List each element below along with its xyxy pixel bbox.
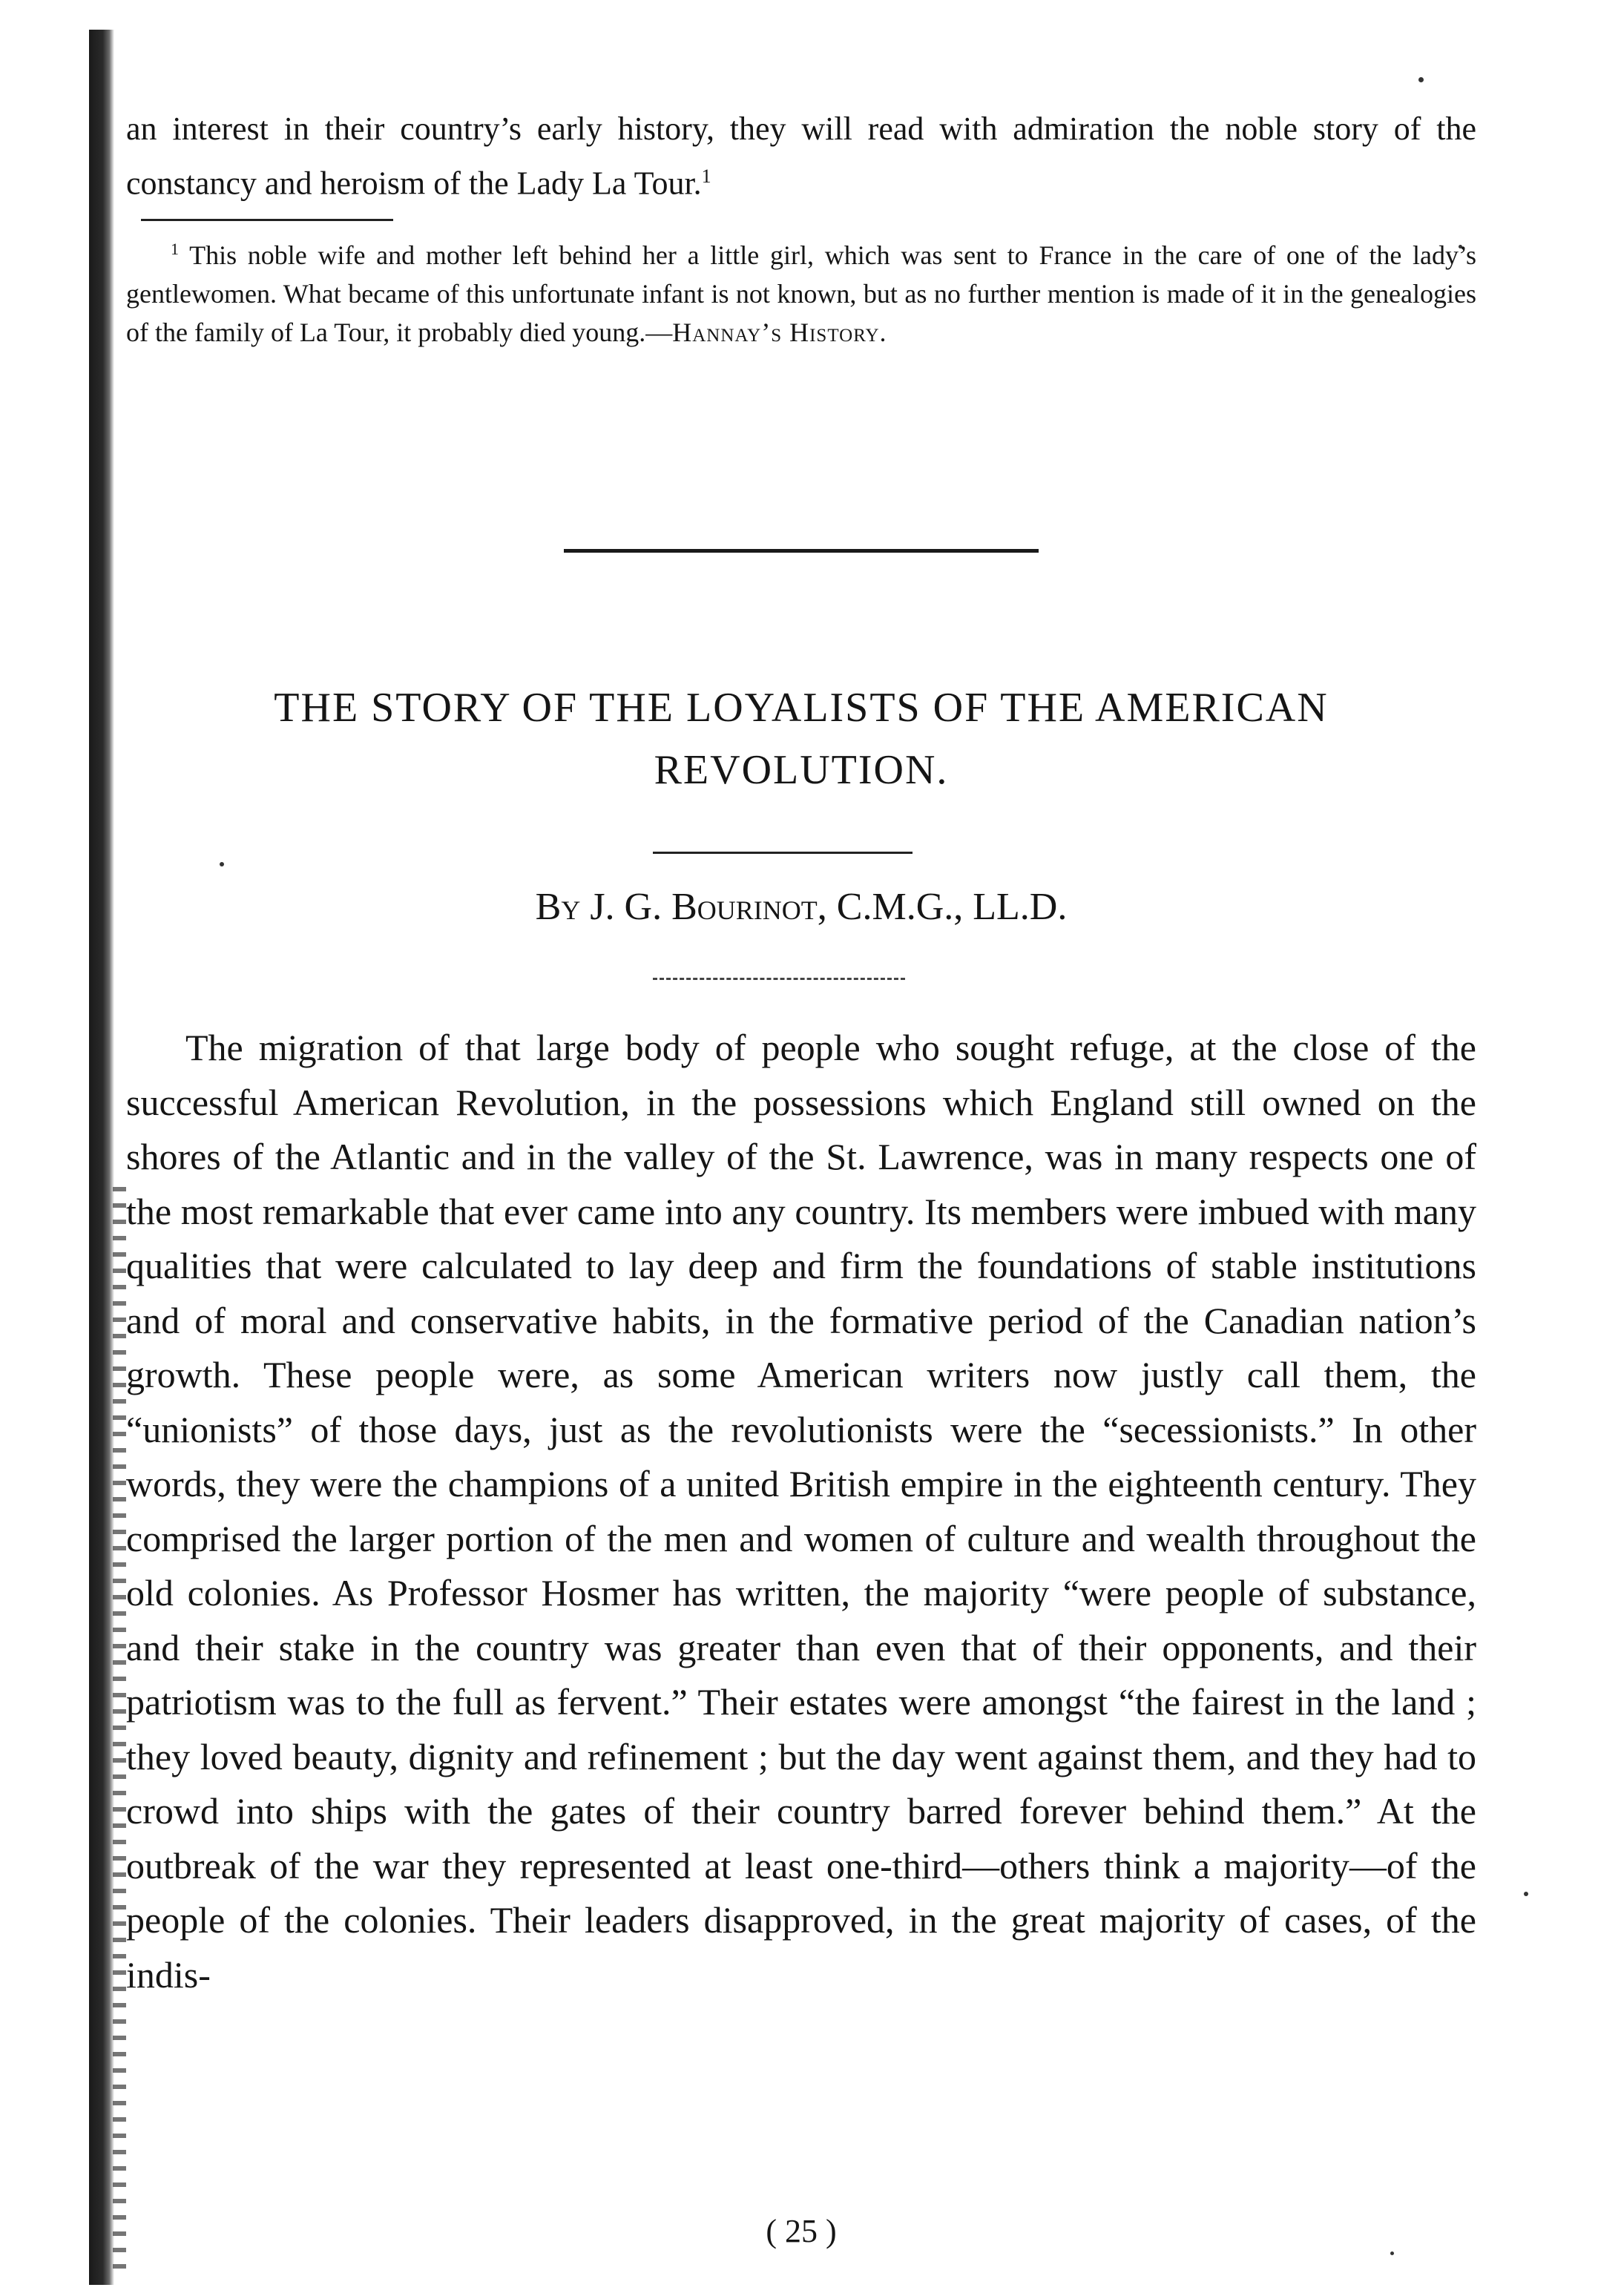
footnote-text: This noble wife and mother left behind her a little girl, which was sent to France in the care of one of the lady’s gentlewomen. What became of this unfortunate infant is not known, but as no further mention is made of it in the genealogies of the family of La Tour, it probably died young.— — [126, 240, 1477, 347]
article-byline: By J. G. Bourinot, C.M.G., LL.D. — [535, 886, 1068, 928]
section-divider — [564, 549, 1039, 553]
title-underline — [653, 852, 913, 854]
footnote — [126, 230, 1476, 352]
page-number: ( 25 ) — [766, 2213, 837, 2249]
binding-edge-specks — [113, 1187, 126, 2270]
footnote-separator — [141, 219, 393, 221]
footnote-reference: 1 — [701, 165, 711, 187]
footnote-source: Hannay’s History. — [672, 318, 887, 347]
opening-paragraph — [126, 105, 1476, 208]
stray-speck — [1524, 1892, 1528, 1896]
article-body: The migration of that large body of people who sought refuge, at the close of the successful American Revolution, in the possessions which England still owned on the shores of the Atlantic and in the valley of the St. Lawrence, was in many respects one of the most remarkable that ever came into any country. Its members were imbued with many qualities that were calculated to lay deep and firm the foundations of stable institutions and of moral and conservative habits, in the formative period of the Canadian nation’s growth. These people were, as some American writers now justly call them, the “unionists” of those days, just as the revolutionists were the “secessionists.” In other words, they were the champions of a united British empire in the eighteenth century. They comprised the larger portion of the men and women of culture and wealth throughout the old colonies. As Professor Hosmer has written, the majority “were people of substance, and their stake in the country was greater than even that of their opponents, and their patriotism was to the full as fervent.” Their estates were amongst “the fairest in the land ; they loved beauty, dignity and refinement ; but the day went against them, and they had to crowd into ships with the gates of their country barred forever behind them.” At the outbreak of the war they represented at least one-third—others think a majority—of the people of the colonies. Their leaders disapproved, in the great majority of cases, of the indis- — [126, 1027, 1476, 1996]
opening-paragraph-text: an interest in their country’s early history, they will read with admiration the noble story of the constancy and heroism of the Lady La Tour. — [126, 111, 1476, 202]
article-title: THE STORY OF THE LOYALISTS OF THE AMERICAN REVOLUTION. — [274, 685, 1329, 793]
binding-edge-shadow — [89, 30, 114, 2285]
footnote-marker: 1 — [171, 240, 179, 258]
byline-underline — [653, 978, 905, 980]
stray-speck — [1418, 77, 1424, 82]
stray-speck — [220, 862, 224, 866]
